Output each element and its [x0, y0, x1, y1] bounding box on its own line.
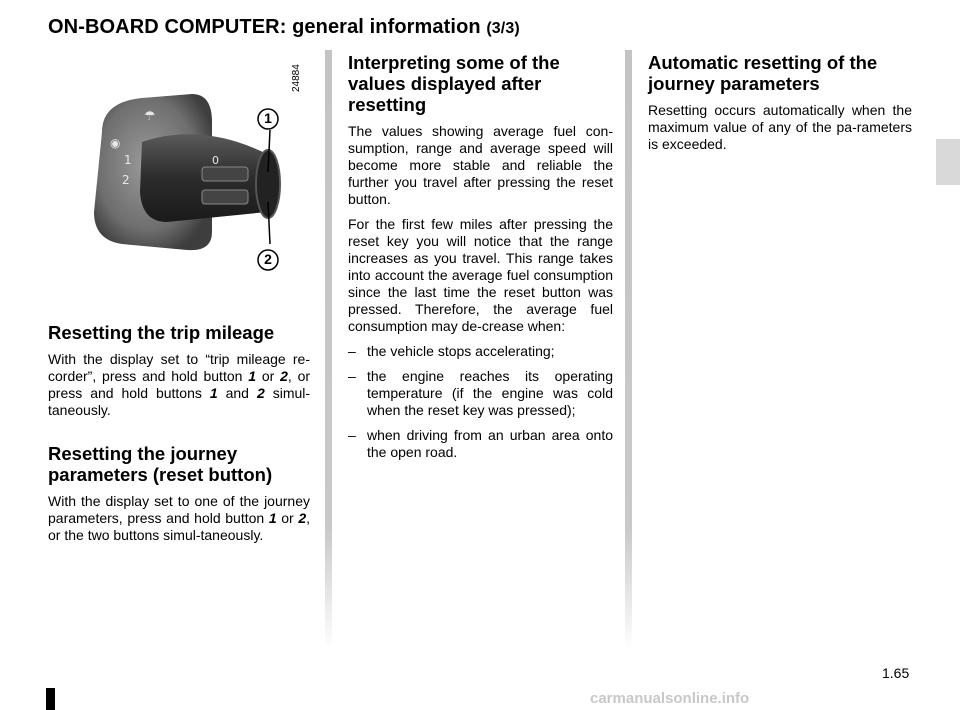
para-automatic-reset: Resetting occurs automatically when the maximum value of any of the pa-rameters is exceeded. — [648, 102, 912, 152]
switch-mark-2: 2 — [122, 173, 130, 187]
svg-text:☂: ☂ — [144, 109, 156, 124]
page-number: 1.65 — [882, 665, 910, 681]
page-title-suffix: (3/3) — [486, 20, 520, 37]
page-title-main: ON-BOARD COMPUTER: general information — [48, 16, 481, 38]
wiper-stalk-photo — [82, 62, 322, 282]
column-divider-right — [625, 50, 632, 650]
column-left — [48, 322, 310, 544]
corner-marker — [46, 688, 55, 710]
callout-1-label: 1 — [264, 110, 272, 126]
para-interpreting-2: For the first few miles after pressing the reset key you will notice that the range increases as you travel. This range takes into account the average fuel consumption since the last time the reset button was pressed. Therefore, the average fuel consumption may de-crease when: — [348, 216, 613, 334]
figure-reference-code: 24884 — [291, 64, 302, 92]
para-reset-journey: With the display set to one of the journey parameters, press and hold button 1 or 2, or the two buttons simul-taneously. — [48, 493, 310, 543]
column-right — [648, 52, 912, 153]
heading-automatic-reset: Automatic resetting of the journey parameters — [648, 52, 878, 94]
column-middle — [348, 52, 613, 461]
heading-reset-journey: Resetting the journey parameters (reset button) — [48, 443, 273, 485]
switch-mark-1: 1 — [124, 153, 132, 167]
page-title — [48, 16, 520, 39]
column-divider-left — [325, 50, 332, 650]
section-thumb-tab — [936, 139, 960, 185]
list-item: – when driving from an urban area onto the open road. — [348, 427, 613, 460]
list-item: – the vehicle stops accelerating; — [348, 343, 555, 359]
para-reset-trip: With the display set to “trip mileage re-corder”, press and hold button 1 or 2, or press and hold buttons 1 and 2 simul-taneously. — [48, 351, 311, 418]
watermark: carmanualsonline.info — [590, 690, 750, 707]
switch-mark-0: 0 — [212, 154, 219, 167]
list-item: – the engine reaches its operating temperature (if the engine was cold when the reset key was pressed); — [348, 368, 613, 418]
callout-2-label: 2 — [264, 251, 272, 267]
para-interpreting-1: The values showing average fuel con-sumption, range and average speed will become more stable and reliable the further you travel after pressing the reset button. — [348, 123, 613, 207]
heading-reset-trip: Resetting the trip mileage — [48, 322, 275, 343]
heading-interpreting: Interpreting some of the values displayed after resetting — [348, 52, 560, 115]
svg-text:◉: ◉ — [110, 136, 121, 150]
